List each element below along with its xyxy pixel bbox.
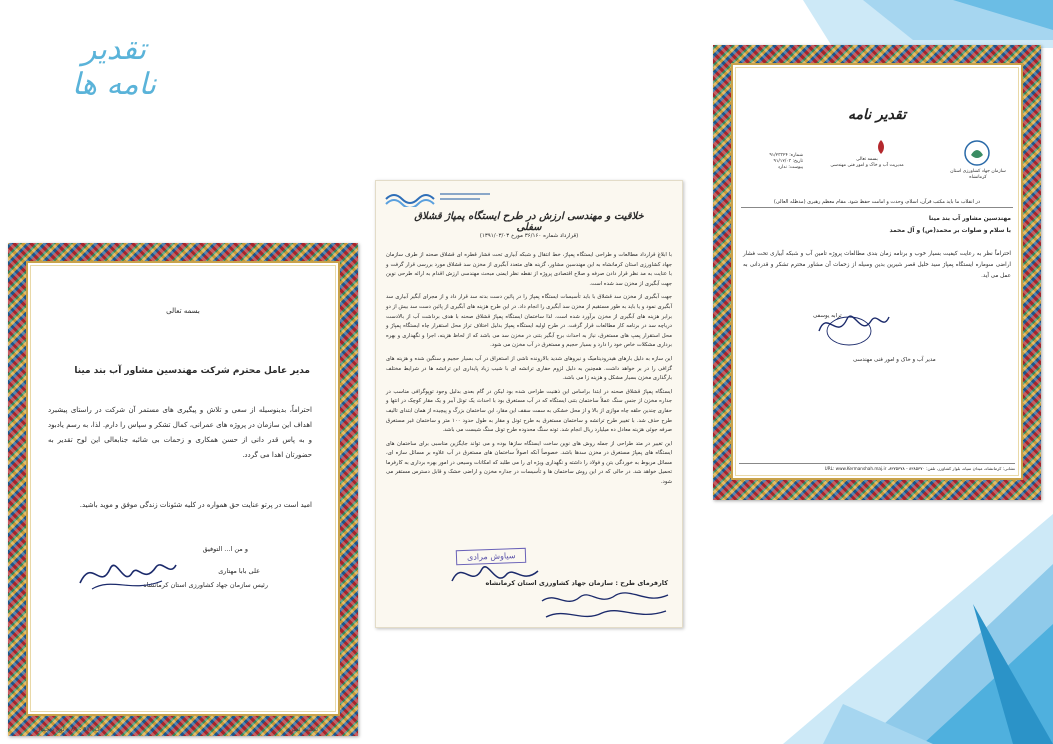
organization-name: سازمان جهاد کشاورزی استان کرمانشاه: [950, 169, 1006, 180]
stamp: سیاوش مرادی: [456, 548, 527, 565]
letter-attachment: پیوست: ندارد: [777, 165, 803, 170]
certificate-heading: تقدیر نامه: [848, 107, 906, 123]
certificate-2: [375, 180, 683, 628]
document-heading: خلاقیت و مهندسی ارزش در طرح ایستگاه پمپاژ قشلاق سفلی: [414, 211, 644, 233]
employer-line: کارفرمای طرح : سازمان جهاد کشاورزی استان کرمانشاه: [485, 579, 668, 587]
letterhead: [739, 135, 1015, 197]
certificate-3-paper: [731, 63, 1023, 480]
page-title: تقدیر نامه ها: [71, 32, 157, 102]
decorative-corner-top: [803, 0, 1053, 48]
national-emblem-icon: [873, 139, 889, 155]
handwritten-note: [536, 587, 676, 627]
letter-reference: [743, 153, 803, 171]
paragraph: این سازه به دلیل بارهای هیدرودینامیک و نیروهای شدید بالارونده ناشی از استغراق در آب بسیار حجیم و سنگین شده و هزینه های گزافی را در بر خواهد داشت. همچنین به دلیل لزوم حفاری ترانشه ای با شیب زیاد پایداری این ترانشه ها در شرایط مختلف بارگذاری مخزن بسیار مشکل و هزینه زا می باشد.: [386, 355, 672, 382]
paragraph: جهت آبگیری از مخزن سد قشلاق با باید تأسیسات ایستگاه پمپاژ را در پائین دست بدنه سد قرار داد و از مجرای آبگیر آبیاری سد آبگیری نمود و یا باید به طور مستقیم از مخزن سد آبگیری را انجام داد. در این طرح هزینه های آبگیری از پائین دست سد بیش از دو برابر هزینه های آبگیری از مخزن برآورد شده است. لذا ساختمان ایستگاه پمپاژ قشلاق صحنه با هدف برداشت آب از بالادست دریاچه سد در برنامه کار مطالعات قرار گرفت. در طرح اولیه ایستگاه پمپاژ بدلیل اختلاف تراز محل استقرار چاه ایستگاه پمپاژ و محل استقرار پمپ های مستغرق، نیاز به احداث برج آبگیر بتنی در مخزن سد می باشد که از لحاظ هزینه، اجرا و نگهداری و بهره برداری مشکلات خاص خود را دارد و بسیار حجیم و مستغرق در آب مخزن می شود.: [386, 294, 672, 349]
letter-body: احتراماً، بدینوسیله از سعی و تلاش و پیگیری های مستمر آن شرکت در راستای پیشبرد اهداف این سازمان در پروژه های عمرانی، کمال تشکر و سپاس را دارم. لذا، به رسم یادبود و به پاس قدر دانی از حسن همکاری و زحمات بی شائبه جنابعالی این لوح تقدیر به حضورتان اهدا می گردد.: [48, 406, 312, 459]
signer-title: مدیر آب و خاک و امور فنی مهندسی: [853, 357, 936, 363]
ministry-emblem-icon: [963, 139, 991, 167]
footnote-right: تذهیب نظری: [285, 726, 318, 733]
paragraph: ایستگاه پمپاژ قشلاق صحنه در ابتدا براساس این ذهنیت طراحی شده بود لیکن در گام بعدی بدلیل وجود توپوگرافی مناسب در جداره مخزن از جنس سنگ عملاً ساختمان بتنی ایستگاه که در آب مستغرق بود با احداث یک تونل آببر و یک مقار کوچک در انتها و حفاری چندین حلقه چاه موازی از بالا و از محل خشکی به سمت سقف این مقار، این ساختمان بزرگ و پیچیده از همان ابتدای تالیف طرح حذف شد. با تغییر طرح ترانشه و ساختمان مستغرق به طرح تونل و مقار به طول حدود ۱۰۰ متر و ساختمان غیر مستغرق صرفه جوئی هزینه معادل ده میلیارد ریال انجام شد. تونه سنگ محدوده طرح تونل سنگ شیست می باشد.: [386, 388, 672, 434]
greeting: با سلام و صلوات بر محمد(ص) و آل محمد: [889, 227, 1011, 234]
addressee: مدیر عامل محترم شرکت مهندسین مشاور آب بند مینا: [74, 366, 310, 376]
contract-reference: (قرارداد شماره ۳۶/۱۶۰ مورخ ۱۳۹۱/۰۳/۰۳): [479, 233, 579, 239]
letter-body: احتراماً نظر به رعایت کیفیت بسیار خوب و برنامه زمان بندی مطالعات پروژه تامین آب و شبکه آبیاری تحت فشار اراضی سوماره ایستگاه پمپاژ سید خلیل قصر شیرین بدین وسیله از زحمات آن مشاور محترم تشکر و قدردانی به عمل می آید.: [743, 251, 1011, 279]
footnote-left: ک ۵۸۳ - ۸۹ - لوح دیجیتال: [36, 726, 101, 733]
addressee: مهندسین مشاور آب بند مینا: [928, 215, 1011, 222]
letter-number: شماره: ۹۱/۲۳۳۲۴: [769, 153, 803, 158]
slogan: در انقلاب ما باید مکتب قرآن، اسلام، وحدت و امامت حفظ شود. مقام معظم رهبری (مدظله العالی): [741, 199, 1013, 208]
letterhead-invocation: بسمه تعالی: [856, 157, 878, 162]
regards: و من ا... التوفیق: [202, 545, 248, 553]
certificate-3: [713, 45, 1041, 500]
letter-date: تاریخ: ۹۱/۱۲/۰۳: [773, 159, 803, 164]
invocation: بسمه تعالی: [166, 307, 200, 315]
certificate-1: [8, 243, 358, 736]
signature: [813, 301, 893, 355]
signature: [72, 547, 182, 597]
company-logo-icon: [384, 185, 494, 207]
signer-name: ترابه یوسفی: [813, 313, 842, 319]
letter-footer: نشانی: کرمانشاه، میدان سپاه، بلوار کشاورز، تلفن: ۸۳۸۵۳۷۰ - ۸۳۷۵۳۷۸، URL: www.Kermanshah.maj.ir: [739, 463, 1015, 472]
paragraph: این تغییر در متد طراحی از جمله روش های نوین ساخت ایستگاه سازها بوده و می تواند جایگزین مناسبی برای ساختمان های ایستگاه های پمپاژ مستغرق در مخزن سدها باشد. خصوصاً آنکه اصولاً ساختمان های مستغرق در آب علاوه بر مسائل سازه ای، مسائل مربوط به خوردگی بتن و فولاد را داشته و نگهداری ویژه ای را می طلبد که امکانات وسیعی در امور بهره برداری به کارفرما تحمیل خواهد شد. در حالی که در این روش ساختمان ها و تأسیسات در جداره مخزن و اراضی خشک و قابل دسترس مستقر می شود.: [386, 440, 672, 486]
paragraph: با ابلاغ قرارداد مطالعات و طراحی ایستگاه پمپاژ، خط انتقال و شبکه آبیاری تحت فشار قطره ای قشلاق صحنه از طرف سازمان جهاد کشاورزی استان کرمانشاه به این مهندسین مشاور، گزینه های متعدد آبگیری از مخزن سد قشلاق مورد بررسی قرار گرفت و با عنایت به مد نظر قرار دادن صرفه و صلاح اقتصادی پروژه از نقطه نظر ایمنی مبحث مهندسی ارزش اقدام به ارائه طرحی نوین جهت آبگیری از مخزن سد شده است.: [386, 252, 672, 287]
closing-wish: امید است در پرتو عنایت حق همواره در کلیه شئونات زندگی موفق و موید باشید.: [79, 501, 312, 509]
decorative-corner-bottom: [723, 514, 1053, 744]
signer-name: علی بابا مهتاری: [218, 567, 260, 575]
department-name: مدیریت آب و خاک و امور فنی مهندسی: [830, 163, 904, 168]
report-body: [386, 251, 672, 492]
letterhead-center: [799, 157, 935, 169]
certificate-1-paper: [26, 261, 340, 716]
signer-title: رئیس سازمان جهاد کشاورزی استان کرمانشاه: [143, 581, 268, 589]
